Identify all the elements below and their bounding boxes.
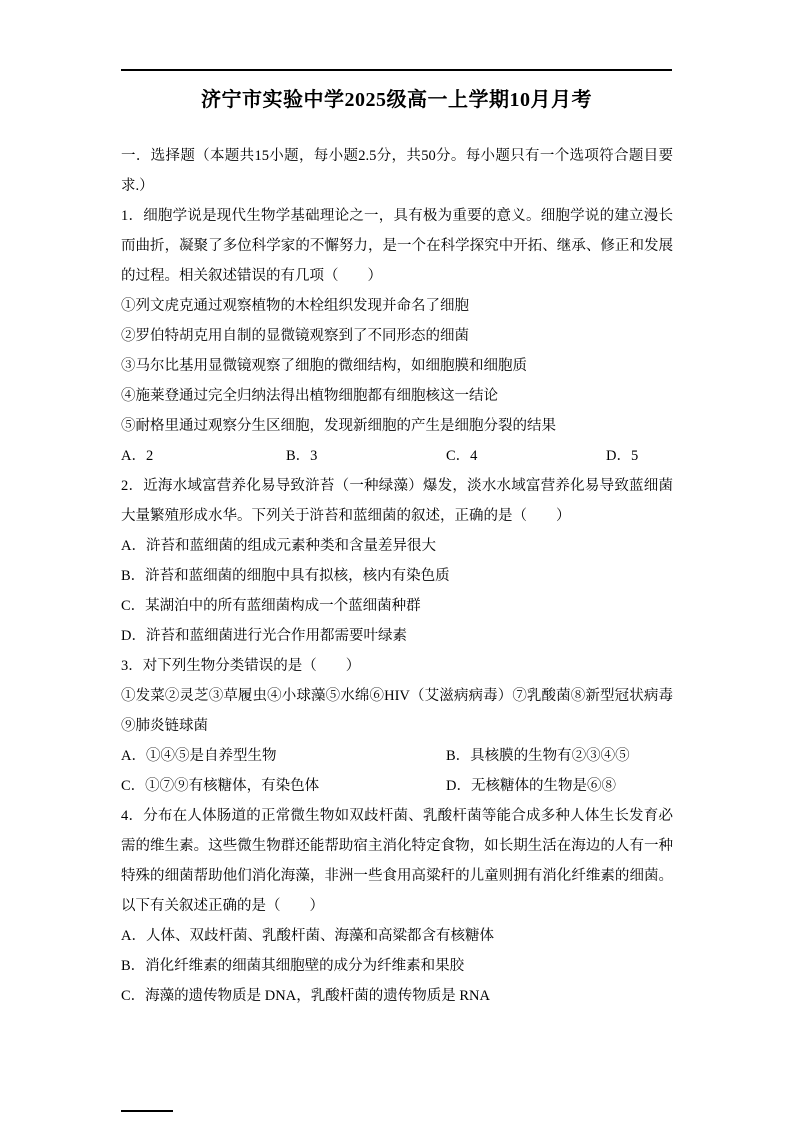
question-1-item-3: ③马尔比基用显微镜观察了细胞的微细结构，如细胞膜和细胞质 <box>121 358 527 374</box>
question-3-options-row-2 <box>121 771 673 801</box>
question-2-option-a: A．浒苔和蓝细菌的组成元素种类和含量差异很大 <box>121 538 436 554</box>
question-1-item-5: ⑤耐格里通过观察分生区细胞，发现新细胞的产生是细胞分裂的结果 <box>121 418 556 434</box>
question-2-option-d: D．浒苔和蓝细菌进行光合作用都需要叶绿素 <box>121 628 407 644</box>
question-2-option-c: C．某湖泊中的所有蓝细菌构成一个蓝细菌种群 <box>121 598 421 614</box>
footer-rule-fragment <box>121 1110 173 1112</box>
question-1-option-d: D．5 <box>606 448 639 464</box>
question-2 <box>121 471 673 651</box>
question-1-option-c: C．4 <box>446 448 478 464</box>
question-4-option-a: A．人体、双歧杆菌、乳酸杆菌、海藻和高粱都含有核糖体 <box>121 928 494 944</box>
exam-title: 济宁市实验中学2025级高一上学期10月月考 <box>201 89 592 111</box>
exam-content <box>121 141 673 1011</box>
question-3 <box>121 651 673 801</box>
question-3-option-c: C．①⑦⑨有核糖体，有染色体 <box>121 778 320 794</box>
question-3-option-d: D．无核糖体的生物是⑥⑧ <box>446 778 616 794</box>
section-header: 一．选择题（本题共15小题，每小题2.5分，共50分。每小题只有一个选项符合题目要求.） <box>121 148 673 194</box>
question-4-option-c: C．海藻的遗传物质是 DNA，乳酸杆菌的遗传物质是 RNA <box>121 988 490 1004</box>
question-2-stem: 2．近海水域富营养化易导致浒苔（一种绿藻）爆发，淡水水域富营养化易导致蓝细菌大量繁殖形成水华。下列关于浒苔和蓝细菌的叙述，正确的是（ ） <box>121 478 673 524</box>
question-3-option-b: B．具核膜的生物有②③④⑤ <box>446 748 630 764</box>
question-1-option-a: A．2 <box>121 448 154 464</box>
question-2-option-b: B．浒苔和蓝细菌的细胞中具有拟核，核内有染色质 <box>121 568 450 584</box>
question-1-item-2: ②罗伯特胡克用自制的显微镜观察到了不同形态的细菌 <box>121 328 469 344</box>
question-3-item-list: ①发菜②灵芝③草履虫④小球藻⑤水绵⑥HIV（艾滋病病毒）⑦乳酸菌⑧新型冠状病毒⑨肺炎链球菌 <box>121 688 673 734</box>
question-3-option-a: A．①④⑤是自养型生物 <box>121 748 277 764</box>
question-4 <box>121 801 673 1011</box>
question-3-stem: 3．对下列生物分类错误的是（ ） <box>121 658 361 674</box>
header-rule <box>121 69 672 71</box>
question-1-item-4: ④施莱登通过完全归纳法得出植物细胞都有细胞核这一结论 <box>121 388 498 404</box>
question-1 <box>121 201 673 471</box>
question-4-option-b: B．消化纤维素的细菌其细胞壁的成分为纤维素和果胶 <box>121 958 465 974</box>
question-1-options-row <box>121 441 673 471</box>
question-1-item-1: ①列文虎克通过观察植物的木栓组织发现并命名了细胞 <box>121 298 469 314</box>
question-1-stem: 1．细胞学说是现代生物学基础理论之一，具有极为重要的意义。细胞学说的建立漫长而曲折，凝聚了多位科学家的不懈努力，是一个在科学探究中开拓、继承、修正和发展的过程。相关叙述错误的有几项（ ） <box>121 208 673 284</box>
question-3-options-row-1 <box>121 741 673 771</box>
question-4-stem: 4．分布在人体肠道的正常微生物如双歧杆菌、乳酸杆菌等能合成多种人体生长发育必需的维生素。这些微生物群还能帮助宿主消化特定食物，如长期生活在海边的人有一种特殊的细菌帮助他们消化海藻，非洲一些食用高粱秆的儿童则拥有消化纤维素的细菌。以下有关叙述正确的是（ ） <box>121 808 673 914</box>
question-1-option-b: B．3 <box>286 448 318 464</box>
